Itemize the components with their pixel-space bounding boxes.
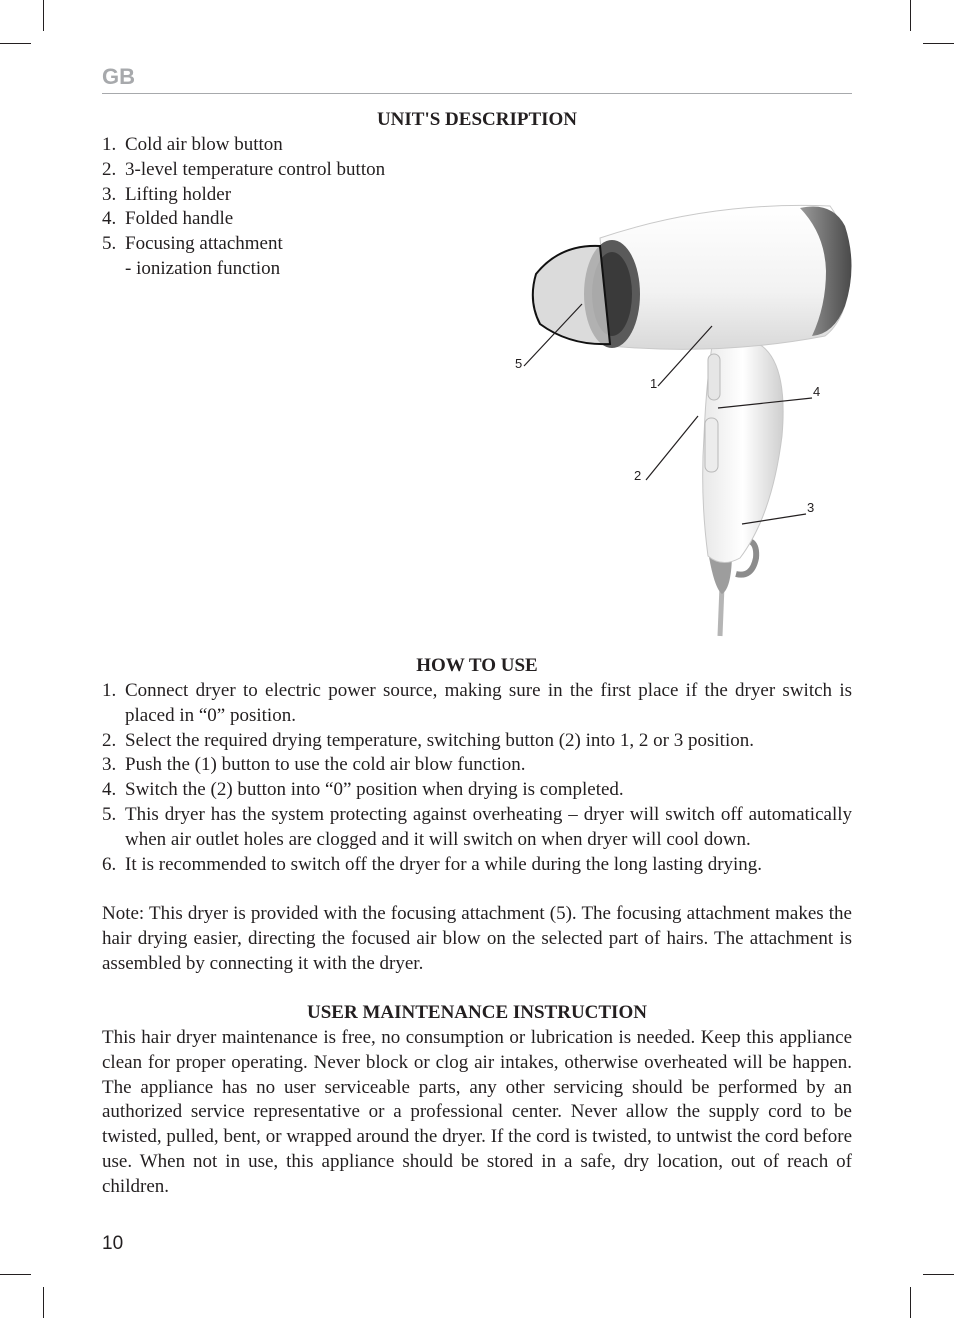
crop-mark bbox=[923, 1274, 954, 1275]
section-title-how-to-use: HOW TO USE bbox=[416, 655, 538, 676]
list-item bbox=[102, 778, 852, 803]
focusing-attachment bbox=[533, 246, 610, 344]
item-number: 5. bbox=[102, 233, 117, 255]
header-rule bbox=[102, 93, 852, 94]
item-text: Push the (1) button to use the cold air blow function. bbox=[125, 754, 526, 776]
crop-mark bbox=[910, 1287, 911, 1318]
callout-label: 3 bbox=[807, 500, 815, 515]
item-number: 3. bbox=[102, 183, 117, 205]
item-number: 2. bbox=[102, 729, 117, 751]
list-item bbox=[102, 158, 852, 183]
item-number: 2. bbox=[102, 158, 117, 180]
item-text: Select the required drying temperature, switching button (2) into 1, 2 or 3 position. bbox=[125, 729, 754, 751]
list-item bbox=[102, 803, 852, 853]
section-title-description: UNIT'S DESCRIPTION bbox=[376, 109, 578, 130]
item-number: 6. bbox=[102, 853, 117, 875]
callout-label: 4 bbox=[813, 384, 821, 399]
page-number: 10 bbox=[102, 1233, 124, 1254]
cold-air-button bbox=[708, 354, 720, 400]
crop-mark bbox=[910, 0, 911, 31]
item-number: 4. bbox=[102, 779, 117, 801]
list-item bbox=[102, 853, 852, 878]
callout-label: 1 bbox=[650, 376, 658, 391]
item-text: Switch the (2) button into “0” position when drying is completed. bbox=[125, 779, 624, 801]
item-number: 1. bbox=[102, 680, 117, 701]
maintenance-text: This hair dryer maintenance is free, no consumption or lubrication is needed. Keep this appliance clean for proper operating. Never block or clog air intakes, otherwise overheated will be happen. The appliance has no user serviceable parts, any other servicing should be performed by an authorized service representative or a professional center. Never allow the supply cord to be twisted, pulled, bent, or wrapped around the dryer. If the cord is twisted, to untwist the cord before use. When not in use, this appliance should be stored in a safe, dry location, out of reach of children. bbox=[102, 1027, 852, 1197]
section-title-maintenance: USER MAINTENANCE INSTRUCTION bbox=[307, 1002, 647, 1023]
item-text: Folded handle bbox=[125, 208, 234, 230]
item-number: 5. bbox=[102, 803, 117, 825]
item-text: This dryer has the system protecting against overheating – dryer will switch off automatically when air outlet holes are clogged and it will switch on when dryer will cool down. bbox=[125, 803, 852, 850]
list-item bbox=[102, 729, 852, 754]
list-item bbox=[102, 679, 852, 729]
crop-mark bbox=[0, 43, 31, 44]
callout-label: 2 bbox=[634, 468, 642, 483]
item-text: It is recommended to switch off the dryer for a while during the long lasting drying. bbox=[125, 853, 763, 875]
item-number: 1. bbox=[102, 134, 117, 155]
language-code: GB bbox=[102, 64, 135, 89]
how-to-use-list bbox=[102, 679, 852, 877]
list-item bbox=[102, 753, 852, 778]
item-number: 3. bbox=[102, 754, 117, 776]
crop-mark bbox=[923, 43, 954, 44]
temperature-button bbox=[705, 418, 718, 472]
item-text: 3-level temperature control button bbox=[125, 158, 386, 180]
item-text: Lifting holder bbox=[125, 183, 232, 205]
item-text: Cold air blow button bbox=[125, 134, 283, 155]
item-text: Connect dryer to electric power source, making sure in the first place if the dryer switch is placed in “0” position. bbox=[125, 680, 852, 726]
crop-mark bbox=[43, 1287, 44, 1318]
crop-mark bbox=[0, 1274, 31, 1275]
callout-line bbox=[646, 416, 698, 480]
item-text: Focusing attachment bbox=[125, 233, 283, 255]
usage-note: Note: This dryer is provided with the focusing attachment (5). The focusing attachment makes the hair drying easier, directing the focused air blow on the selected part of hairs. The attachment is assembled by connecting it with the dryer. bbox=[102, 903, 852, 974]
list-item bbox=[102, 133, 852, 158]
hair-dryer-illustration bbox=[500, 196, 860, 646]
list-subitem: - ionization function bbox=[125, 257, 281, 279]
callout-label: 5 bbox=[515, 356, 523, 371]
crop-mark bbox=[43, 0, 44, 31]
item-number: 4. bbox=[102, 208, 117, 230]
